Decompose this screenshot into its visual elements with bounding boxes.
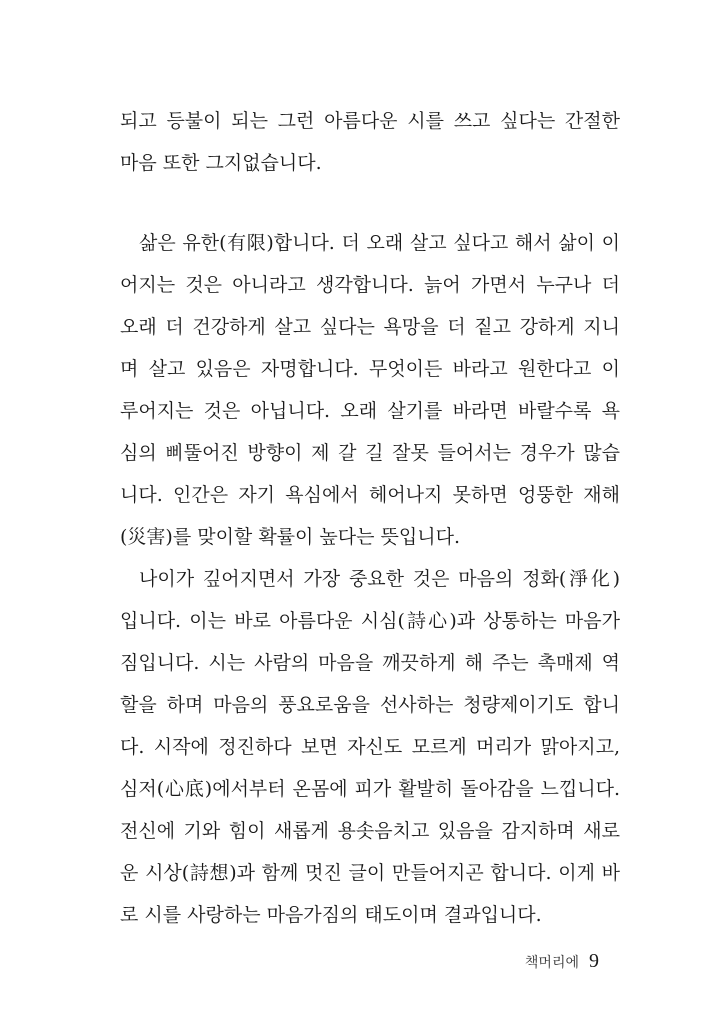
paragraph-1-line-1: 되고 등불이 되는 그런 아름다운 시를 쓰고 싶다는 간절한	[120, 110, 620, 132]
running-footer-title: 책머리에	[524, 955, 579, 971]
page-number: 9	[589, 950, 599, 972]
paragraph-2-line-8: (災害)를 맞이할 확률이 높다는 뜻입니다.	[120, 526, 460, 548]
paragraph-3-line-3: 짐입니다. 시는 사람의 마음을 깨끗하게 해 주는 촉매제 역	[120, 652, 620, 674]
paragraph-3-line-8: 운 시상(詩想)과 함께 멋진 글이 만들어지곤 합니다. 이게 바	[120, 862, 620, 884]
paragraph-gap	[120, 184, 620, 222]
paragraph-2-line-6: 심의 삐뚤어진 방향이 제 갈 길 잘못 들어서는 경우가 많습	[120, 442, 620, 464]
paragraph-3-line-1: 나이가 깊어지면서 가장 중요한 것은 마음의 정화(淨化)	[139, 568, 620, 590]
paragraph-3-line-2: 입니다. 이는 바로 아름다운 시심(詩心)과 상통하는 마음가	[120, 610, 620, 632]
page-footer	[525, 950, 599, 974]
paragraph-3-line-7: 전신에 기와 힘이 새롭게 용솟음치고 있음을 감지하며 새로	[120, 820, 620, 842]
paragraph-3-line-4: 할을 하며 마음의 풍요로움을 선사하는 청량제이기도 합니	[120, 694, 620, 716]
paragraph-2-line-3: 오래 더 건강하게 살고 싶다는 욕망을 더 짙고 강하게 지니	[120, 316, 620, 338]
paragraph-3-line-6: 심저(心底)에서부터 온몸에 피가 활발히 돌아감을 느낍니다.	[120, 778, 620, 800]
paragraph-2-line-4: 며 살고 있음은 자명합니다. 무엇이든 바라고 원한다고 이	[120, 358, 620, 380]
paragraph-3-line-5: 다. 시작에 정진하다 보면 자신도 모르게 머리가 맑아지고,	[120, 736, 620, 758]
paragraph-2-line-7: 니다. 인간은 자기 욕심에서 헤어나지 못하면 엉뚱한 재해	[120, 484, 620, 506]
paragraph-2-line-2: 어지는 것은 아니라고 생각합니다. 늙어 가면서 누구나 더	[120, 274, 620, 296]
paragraph-2-line-1: 삶은 유한(有限)합니다. 더 오래 살고 싶다고 해서 삶이 이	[139, 232, 620, 254]
body-text	[120, 100, 620, 936]
paragraph-1-line-2: 마음 또한 그지없습니다.	[120, 152, 322, 174]
paragraph-2-line-5: 루어지는 것은 아닙니다. 오래 살기를 바라면 바랄수록 욕	[120, 400, 620, 422]
paragraph-3-line-9: 로 시를 사랑하는 마음가짐의 태도이며 결과입니다.	[120, 904, 542, 926]
